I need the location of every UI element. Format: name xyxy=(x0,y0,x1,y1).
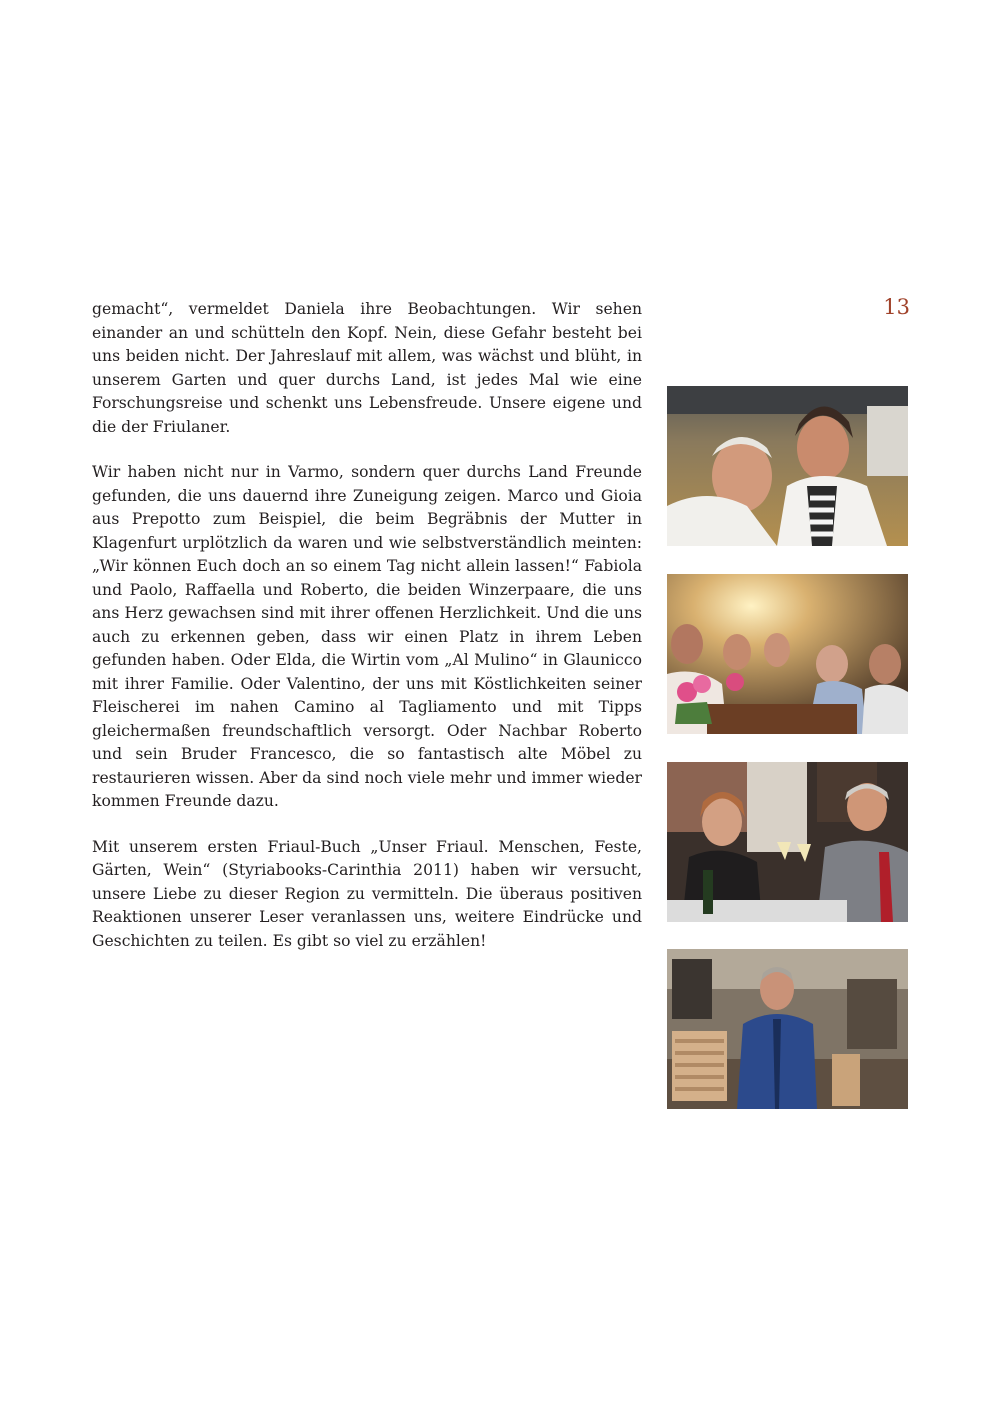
paragraph: Wir haben nicht nur in Varmo, sondern quer durchs Land Freunde gefunden, die uns dauernd ihre Zuneigung zeigen. Marco und Gioia aus Prepotto zum Beispiel, die beim Begräbnis der Mutter in Klagenfurt urplötzlich da waren und wie selbstverständlich meinten: „Wir können Euch doch an so einem Tag nicht allein lassen!“ Fabiola und Paolo, Raffaella und Roberto, die beiden Winzerpaare, die uns ans Herz gewachsen sind mit ihrer offenen Herzlichkeit. Und die uns auch zu erkennen geben, dass wir einen Platz in ihrem Leben gefunden haben. Oder Elda, die Wirtin vom „Al Mulino“ in Glaunicco mit ihrer Familie. Oder Valentino, der uns mit Köstlichkeiten seiner Fleischerei im nahen Camino al Tagliamento und mit Tipps gleichermaßen freundschaftlich versorgt. Oder Nachbar Roberto und sein Bruder Francesco, die so fantastisch alte Möbel zu restaurieren wissen. Aber da sind noch viele mehr und immer wieder kommen Freunde dazu. xyxy=(92,463,642,810)
photo-furniture-workshop-icon xyxy=(667,949,908,1109)
paragraph: Mit unserem ersten Friaul-Buch „Unser Friaul. Menschen, Feste, Gärten, Wein“ (Styriabooks-Carinthia 2011) haben wir versucht, unsere Liebe zu dieser Region zu vermitteln. Die überaus positiven Reaktionen unserer Leser veranlassen uns, weitere Eindrücke und Geschichten zu teilen. Es gibt so viel zu erzählen! xyxy=(92,837,642,950)
paragraph: gemacht“, vermeldet Daniela ihre Beobachtungen. Wir sehen einander an und schütteln den Kopf. Nein, diese Gefahr besteht bei uns beiden nicht. Der Jahreslauf mit allem, was wächst und blüht, in unserem Garten und quer durchs Land, ist jedes Mal wie eine Forschungsreise und schenkt uns Lebensfreude. Unsere eigene und die der Friulaner. xyxy=(92,300,642,436)
page-number: 13 xyxy=(883,295,910,319)
photo-celebration xyxy=(667,574,908,734)
photo-couple xyxy=(667,386,908,546)
photo-toast xyxy=(667,762,908,922)
photo-friends-celebrating-icon xyxy=(667,574,908,734)
text-column xyxy=(92,298,642,975)
photo-workshop xyxy=(667,949,908,1109)
photo-couple-embracing-icon xyxy=(667,386,908,546)
photo-wine-toast-icon xyxy=(667,762,908,922)
